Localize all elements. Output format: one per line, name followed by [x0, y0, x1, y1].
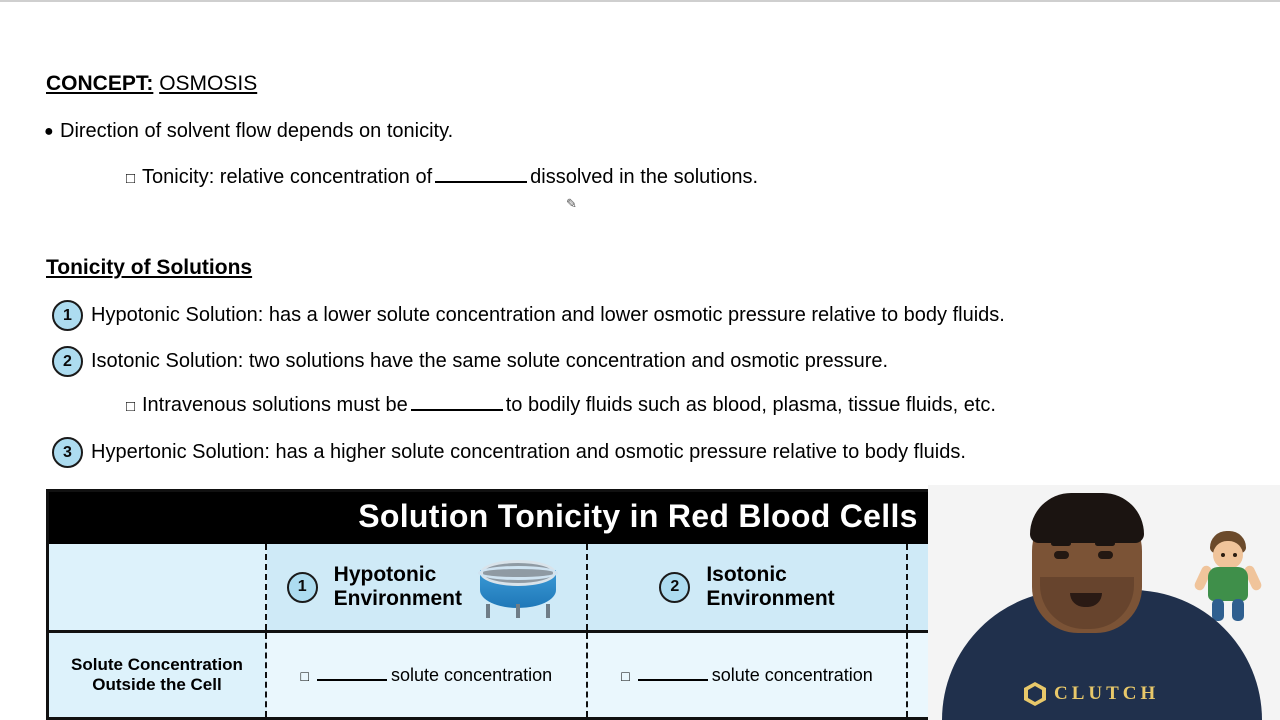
fill-in-blank [435, 167, 527, 183]
instructor-webcam-overlay [928, 485, 1280, 720]
row-header-line1: Solute Concentration [71, 654, 243, 674]
cell-text: solute concentration [391, 664, 553, 685]
brand-logo [1024, 682, 1159, 706]
bullet-text-after: dissolved in the solutions. [530, 166, 759, 188]
cell-text: solute concentration [711, 664, 873, 685]
column-label-line2: Environment [333, 587, 463, 610]
sub-text-after: to bodily fluids such as blood, plasma, tissue fluids, etc. [505, 394, 996, 416]
square-bullet-icon: □ [126, 170, 136, 187]
list-item-hypertonic [52, 437, 966, 468]
instructor-eyebrow-right [1095, 541, 1115, 546]
cartoon-kid-graphic [1196, 531, 1262, 623]
list-item-text: Hypotonic Solution: has a lower solute concentration and lower osmotic pressure relative to body fluids. [91, 304, 1005, 326]
instructor-hair [1030, 493, 1144, 543]
brand-name: CLUTCH [1054, 683, 1160, 704]
row-header-solute-concentration [49, 633, 267, 717]
list-number-badge: 2 [52, 346, 83, 377]
list-item-text: Hypertonic Solution: has a higher solute concentration and osmotic pressure relative to body fluids. [91, 441, 966, 463]
square-bullet-icon: □ [126, 398, 136, 415]
sub-text-before: Intravenous solutions must be [142, 394, 408, 416]
square-bullet-icon: □ [300, 667, 310, 684]
list-number-badge: 3 [52, 437, 83, 468]
column-label-line1: Isotonic [706, 562, 787, 586]
bullet-text: Direction of solvent flow depends on tonicity. [60, 120, 454, 142]
column-label-line2: Environment [706, 587, 835, 610]
column-number-badge: 1 [287, 572, 318, 603]
fill-in-blank [638, 666, 708, 681]
table-column-hypotonic [267, 544, 588, 630]
list-item-text: Isotonic Solution: two solutions have the same solute concentration and osmotic pressure. [91, 350, 889, 372]
concept-heading [46, 72, 257, 96]
table-cell-isotonic-solute [588, 633, 909, 717]
column-label [706, 563, 834, 611]
table-title: Solution Tonicity in Red Blood Cells [49, 492, 1227, 544]
instructor-eye-right [1098, 551, 1113, 559]
square-bullet-icon: □ [621, 667, 630, 684]
section-title: Tonicity of Solutions [46, 256, 253, 279]
row-header-line2: Outside the Cell [92, 675, 222, 694]
column-number-badge: 2 [659, 572, 690, 603]
column-label [334, 563, 462, 611]
table-cell-hypotonic-solute [267, 633, 588, 717]
hexagon-logo-icon [1024, 682, 1046, 706]
bullet-tonicity-definition [126, 166, 758, 189]
swimming-pool-icon [470, 556, 566, 618]
fill-in-blank [317, 666, 387, 681]
bullet-dot-icon: ● [44, 123, 54, 140]
column-label-line1: Hypotonic [333, 562, 437, 586]
bullet-intravenous [126, 394, 996, 417]
list-item-hypotonic [52, 300, 1005, 331]
concept-value: OSMOSIS [159, 72, 258, 95]
fill-in-blank [411, 395, 503, 411]
instructor-eyebrow-left [1051, 541, 1071, 546]
annotation-mark: ✎ [566, 196, 577, 211]
table-corner-cell [49, 544, 267, 630]
concept-label: CONCEPT: [46, 72, 154, 95]
table-column-isotonic [588, 544, 909, 630]
instructor-eye-left [1054, 551, 1069, 559]
bullet-text-before: Tonicity: relative concentration of [142, 166, 433, 188]
list-number-badge: 1 [52, 300, 83, 331]
list-item-isotonic [52, 346, 888, 377]
bullet-direction-of-flow [44, 120, 453, 143]
